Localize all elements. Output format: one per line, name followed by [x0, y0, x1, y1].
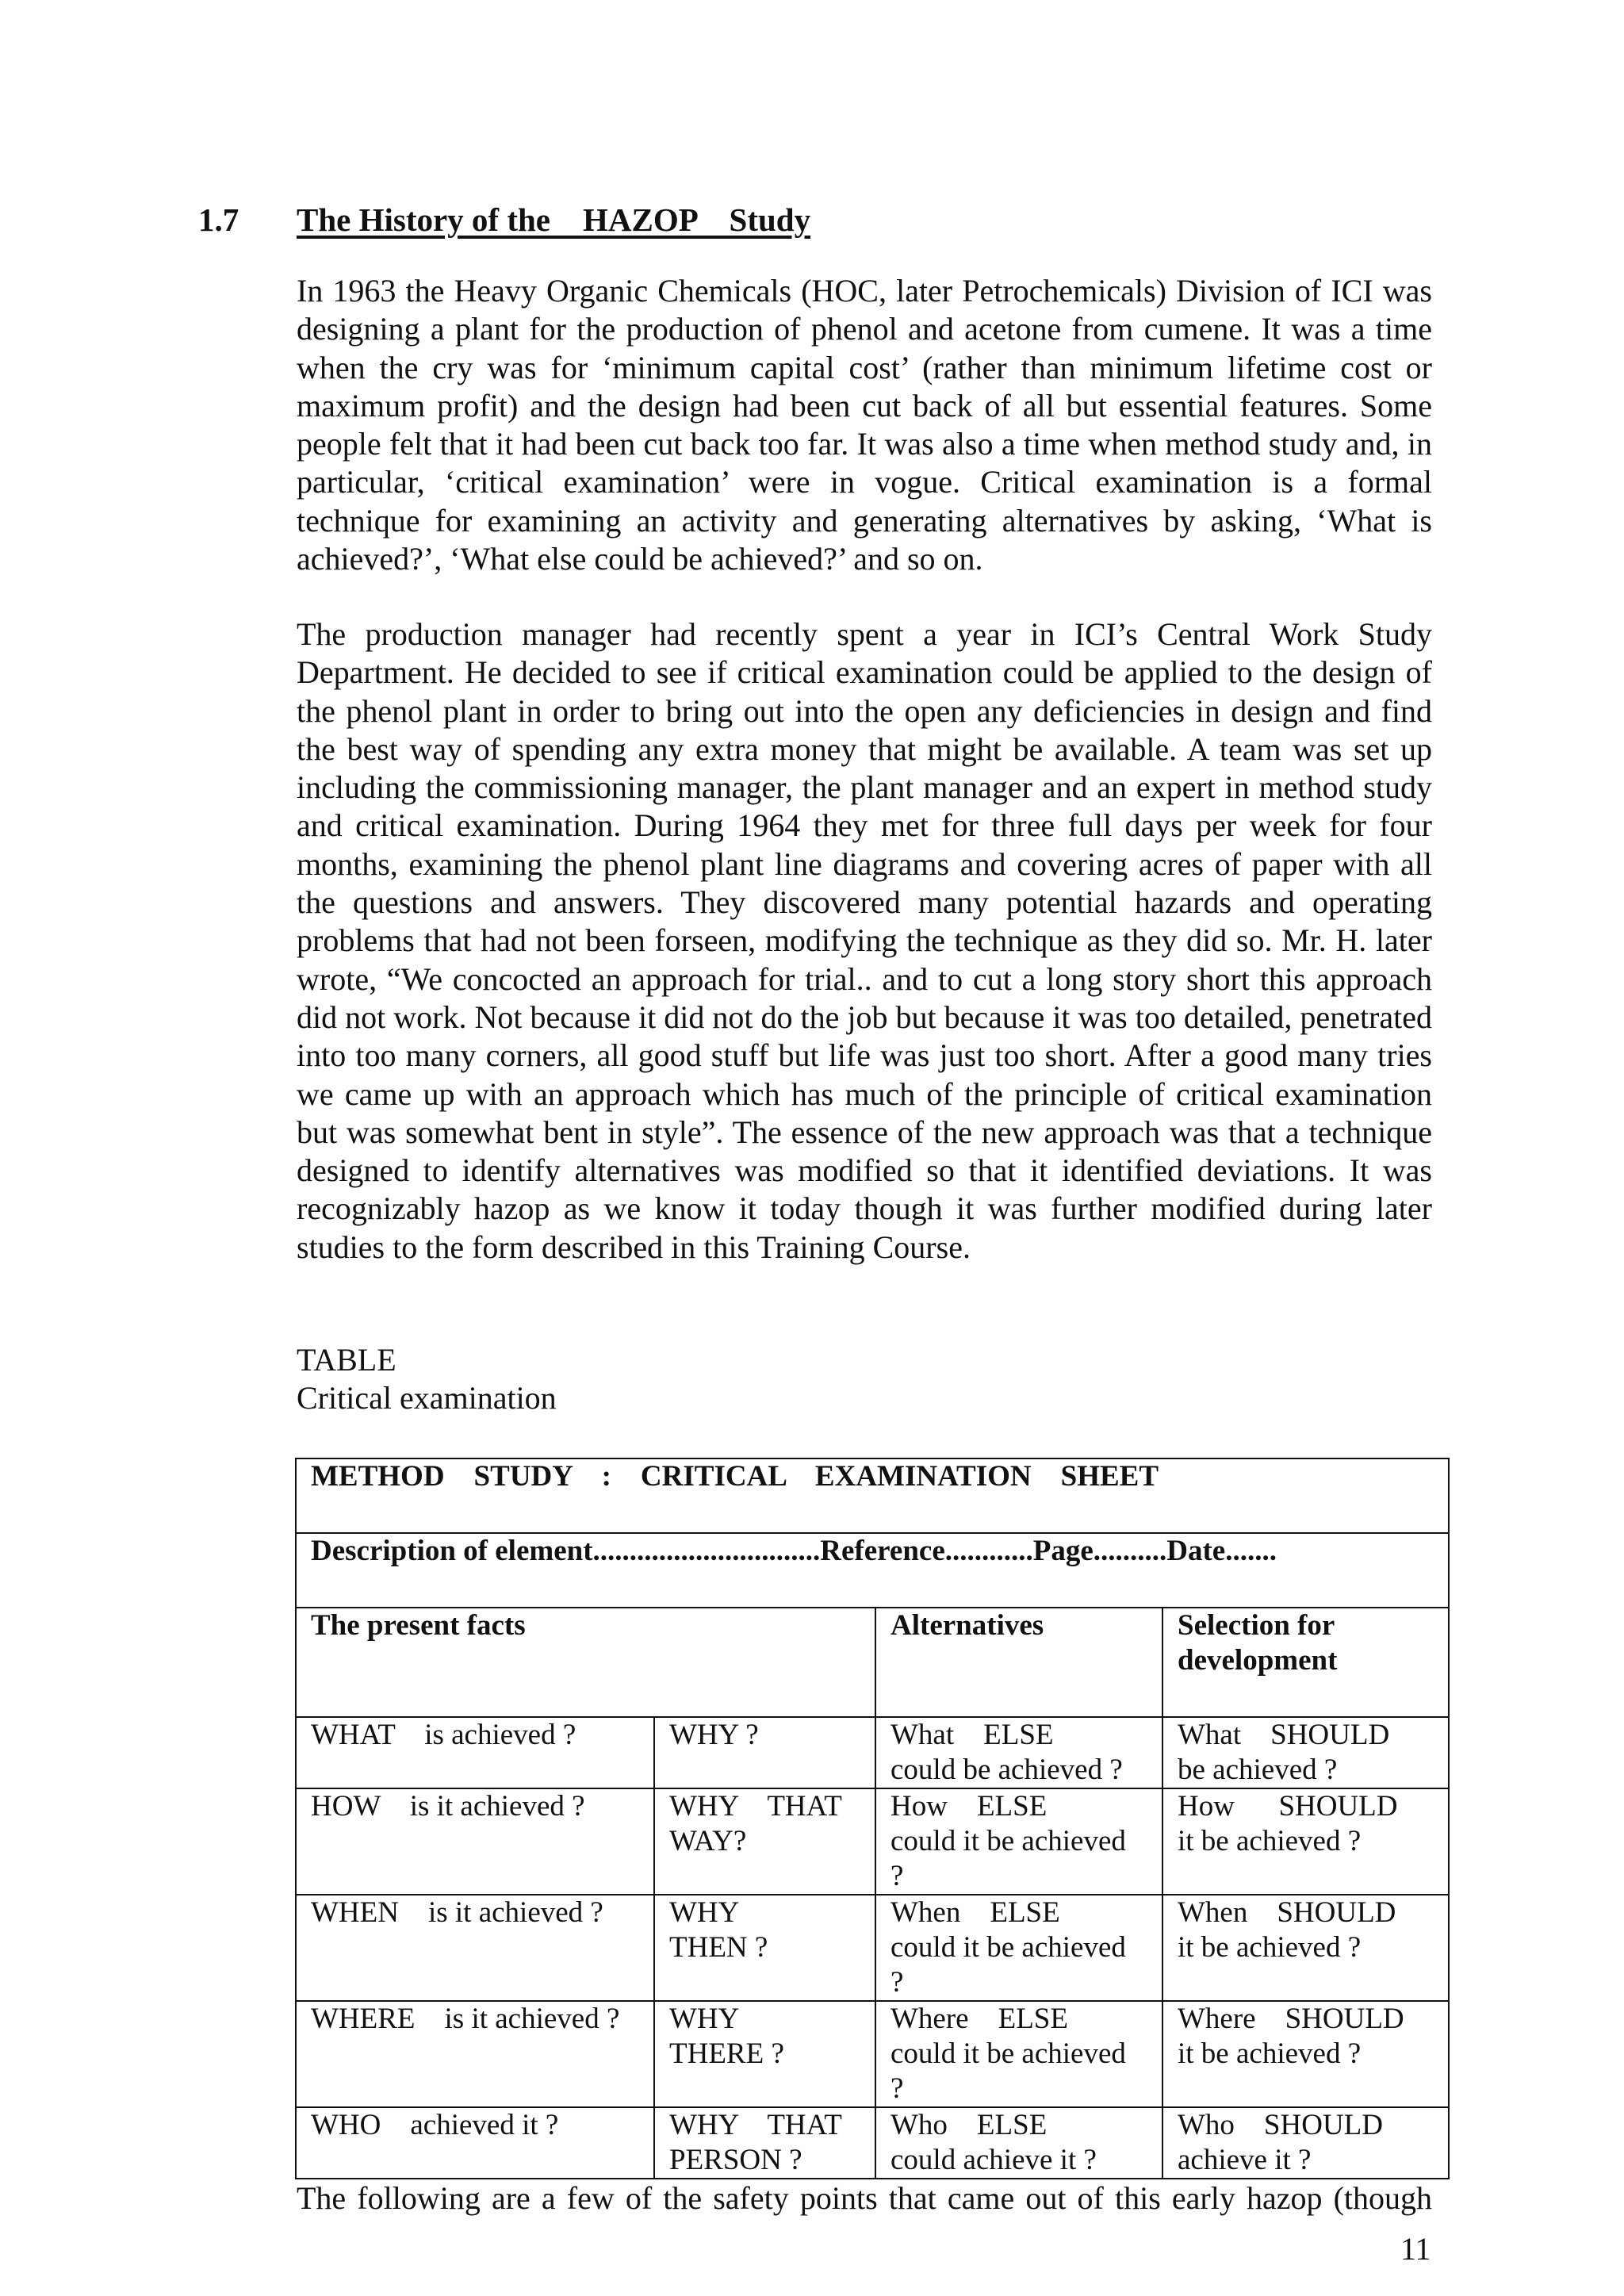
cell-alternative: Who ELSE could achieve it ? [875, 2107, 1162, 2179]
cell-why: WHY THERE ? [654, 2001, 875, 2107]
table-row [296, 1895, 1449, 2001]
paragraph-1: In 1963 the Heavy Organic Chemicals (HOC, later Petrochemicals) Division of ICI was designing a plant for the production of phenol and acetone from cumene. It was a time when the cry was for ‘minimum capital cost’ (rather than minimum lifetime cost or maximum profit) and the design had been cut back of all but essential features. Some people felt that it had been cut back too far. It was also a time when method study and, in particular, ‘critical examination’ were in vogue. Critical examination is a formal technique for examining an activity and generating alternatives by asking, ‘What is achieved?’, ‘What else could be achieved?’ and so on. [297, 273, 1432, 577]
sheet-description: Description of element...............................Reference............Page..........Date....... [296, 1533, 1449, 1608]
section-title: The History of the HAZOP Study [297, 201, 811, 238]
continuation-text: The following are a few of the safety points that came out of this early hazop (though [297, 2180, 1432, 2216]
sheet-header-row [296, 1608, 1449, 1717]
cell-selection: What SHOULD be achieved ? [1162, 1717, 1449, 1788]
table-row [296, 1717, 1449, 1788]
header-present-facts: The present facts [296, 1608, 875, 1717]
cell-alternative: How ELSE could it be achieved ? [875, 1788, 1162, 1895]
cell-why: WHY THAT PERSON ? [654, 2107, 875, 2179]
cell-alternative: Where ELSE could it be achieved ? [875, 2001, 1162, 2107]
table-caption-label: TABLE [297, 1342, 396, 1378]
cell-selection: Where SHOULD it be achieved ? [1162, 2001, 1449, 2107]
cell-selection: Who SHOULD achieve it ? [1162, 2107, 1449, 2179]
header-selection: Selection for development [1162, 1608, 1449, 1717]
table-row [296, 1788, 1449, 1895]
sheet-description-row [296, 1533, 1449, 1608]
table-row [296, 2107, 1449, 2179]
cell-question: HOW is it achieved ? [296, 1788, 654, 1895]
section-heading [198, 198, 1467, 246]
cell-question: WHERE is it achieved ? [296, 2001, 654, 2107]
cell-why: WHY THEN ? [654, 1895, 875, 2001]
table-caption-title: Critical examination [297, 1380, 557, 1416]
paragraph-2: The production manager had recently spent a year in ICI’s Central Work Study Department. He decided to see if critical examination could be applied to the design of the phenol plant in order to bring out into the open any deficiencies in design and find the best way of spending any extra money that might be available. A team was set up including the commissioning manager, the plant manager and an expert in method study and critical examination. During 1964 they met for three full days per week for four months, examining the phenol plant line diagrams and covering acres of paper with all the questions and answers. They discovered many potential hazards and operating problems that had not been forseen, modifying the technique as they did so. Mr. H. later wrote, “We concocted an approach for trial.. and to cut a long story short this approach did not work. Not because it did not do the job but because it was too detailed, penetrated into too many corners, all good stuff but life was just too short. After a good many tries we came up with an approach which has much of the principle of critical examination but was somewhat bent in style”. The essence of the new approach was that a technique designed to identify alternatives was modified so that it identified deviations. It was recognizably hazop as we know it today though it was further modified during later studies to the form described in this Training Course. [297, 616, 1432, 1265]
critical-examination-sheet [295, 1458, 1450, 2179]
cell-question: WHO achieved it ? [296, 2107, 654, 2179]
cell-question: WHEN is it achieved ? [296, 1895, 654, 2001]
header-alternatives: Alternatives [875, 1608, 1162, 1717]
cell-why: WHY THAT WAY? [654, 1788, 875, 1895]
section-number: 1.7 [198, 201, 239, 238]
sheet-title: METHOD STUDY : CRITICAL EXAMINATION SHEET [296, 1458, 1449, 1533]
cell-why: WHY ? [654, 1717, 875, 1788]
cell-alternative: When ELSE could it be achieved ? [875, 1895, 1162, 2001]
table-caption [297, 1341, 557, 1417]
cell-selection: When SHOULD it be achieved ? [1162, 1895, 1449, 2001]
table-row [296, 2001, 1449, 2107]
cell-selection: How SHOULD it be achieved ? [1162, 1788, 1449, 1895]
sheet-title-row [296, 1458, 1449, 1533]
cell-alternative: What ELSE could be achieved ? [875, 1717, 1162, 1788]
page-number: 11 [1400, 2231, 1431, 2267]
cell-question: WHAT is achieved ? [296, 1717, 654, 1788]
